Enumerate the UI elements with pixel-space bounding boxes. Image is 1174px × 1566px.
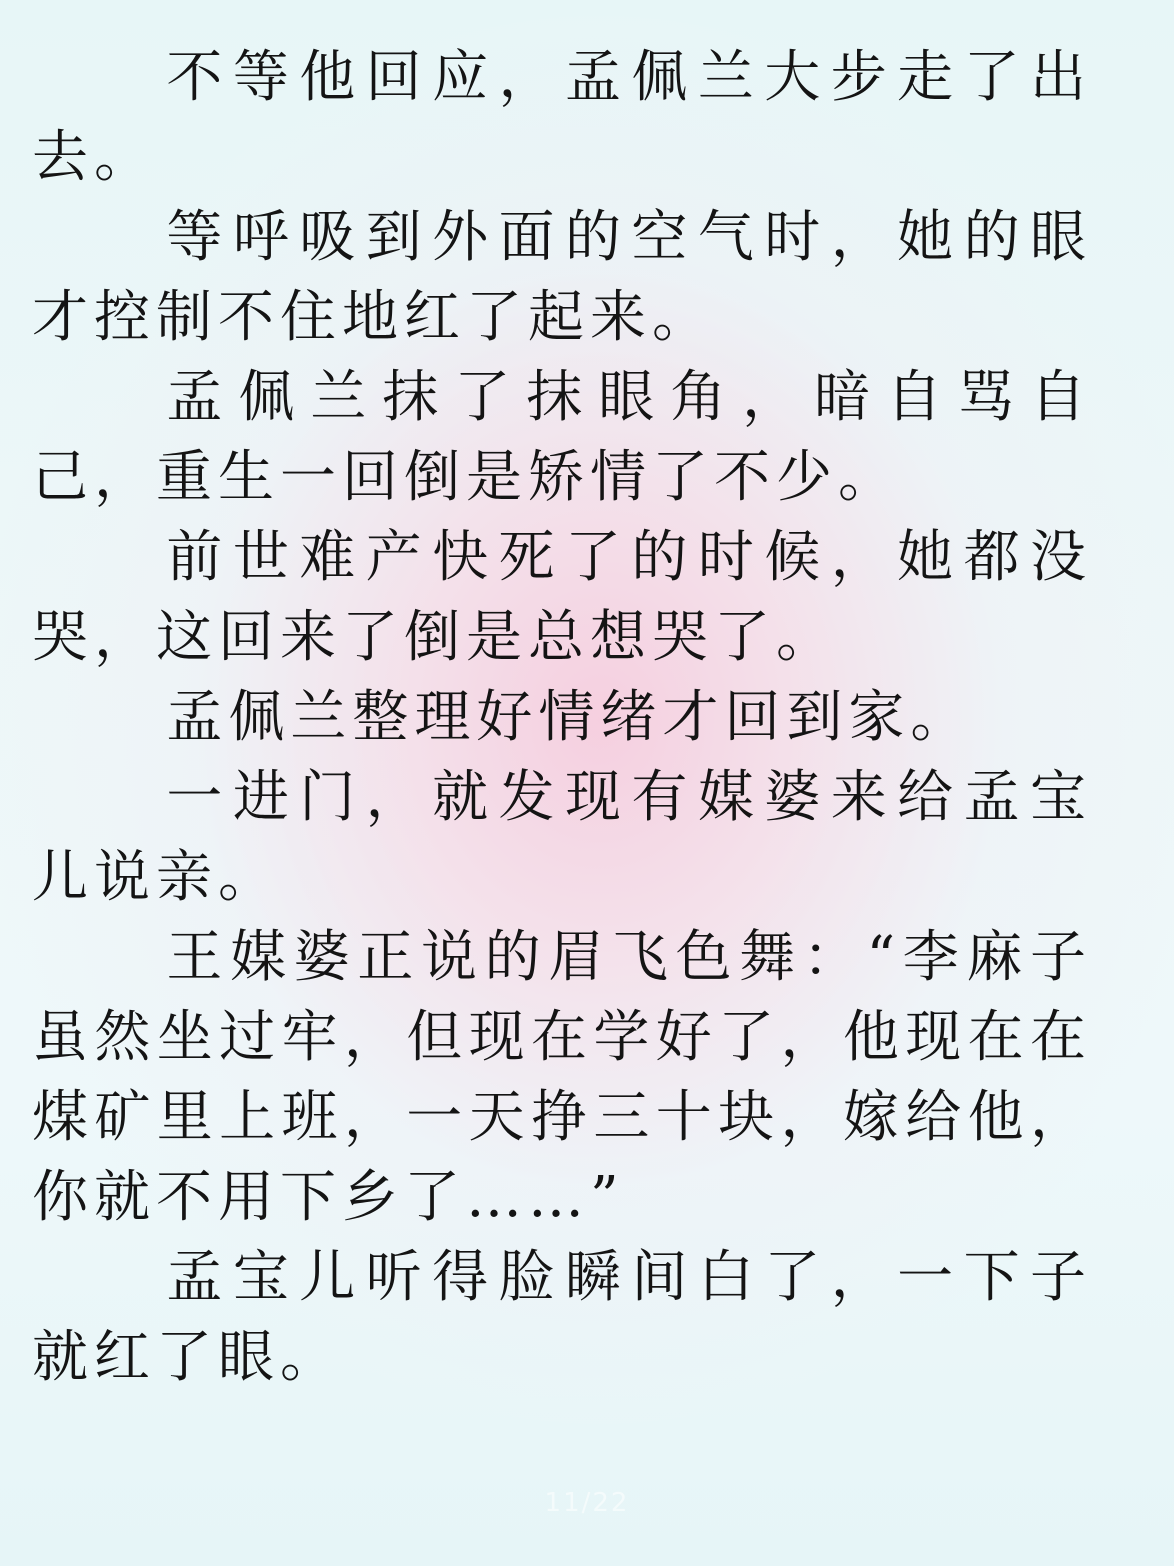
paragraph: 孟佩兰整理好情绪才回到家。 — [166, 685, 973, 750]
paragraph: 孟宝儿听得脸瞬间白了，一下子就红了眼。 — [32, 1245, 1092, 1390]
paragraph: 一进门，就发现有媒婆来给孟宝儿说亲。 — [32, 765, 1092, 910]
paragraph: 不等他回应，孟佩兰大步走了出去。 — [32, 45, 1092, 190]
paragraph: 王媒婆正说的眉飞色舞：“李麻子虽然坐过牢，但现在学好了，他现在在煤矿里上班，一天挣三十块，嫁给他，你就不用下乡了……” — [32, 925, 1092, 1230]
paragraph: 前世难产快死了的时候，她都没哭，这回来了倒是总想哭了。 — [32, 525, 1092, 670]
paragraph: 等呼吸到外面的空气时，她的眼才控制不住地红了起来。 — [32, 205, 1092, 350]
page-indicator: 11/22 — [544, 1488, 630, 1518]
paragraph: 孟佩兰抹了抹眼角，暗自骂自己，重生一回倒是矫情了不少。 — [32, 365, 1092, 510]
story-text — [32, 38, 1092, 1398]
